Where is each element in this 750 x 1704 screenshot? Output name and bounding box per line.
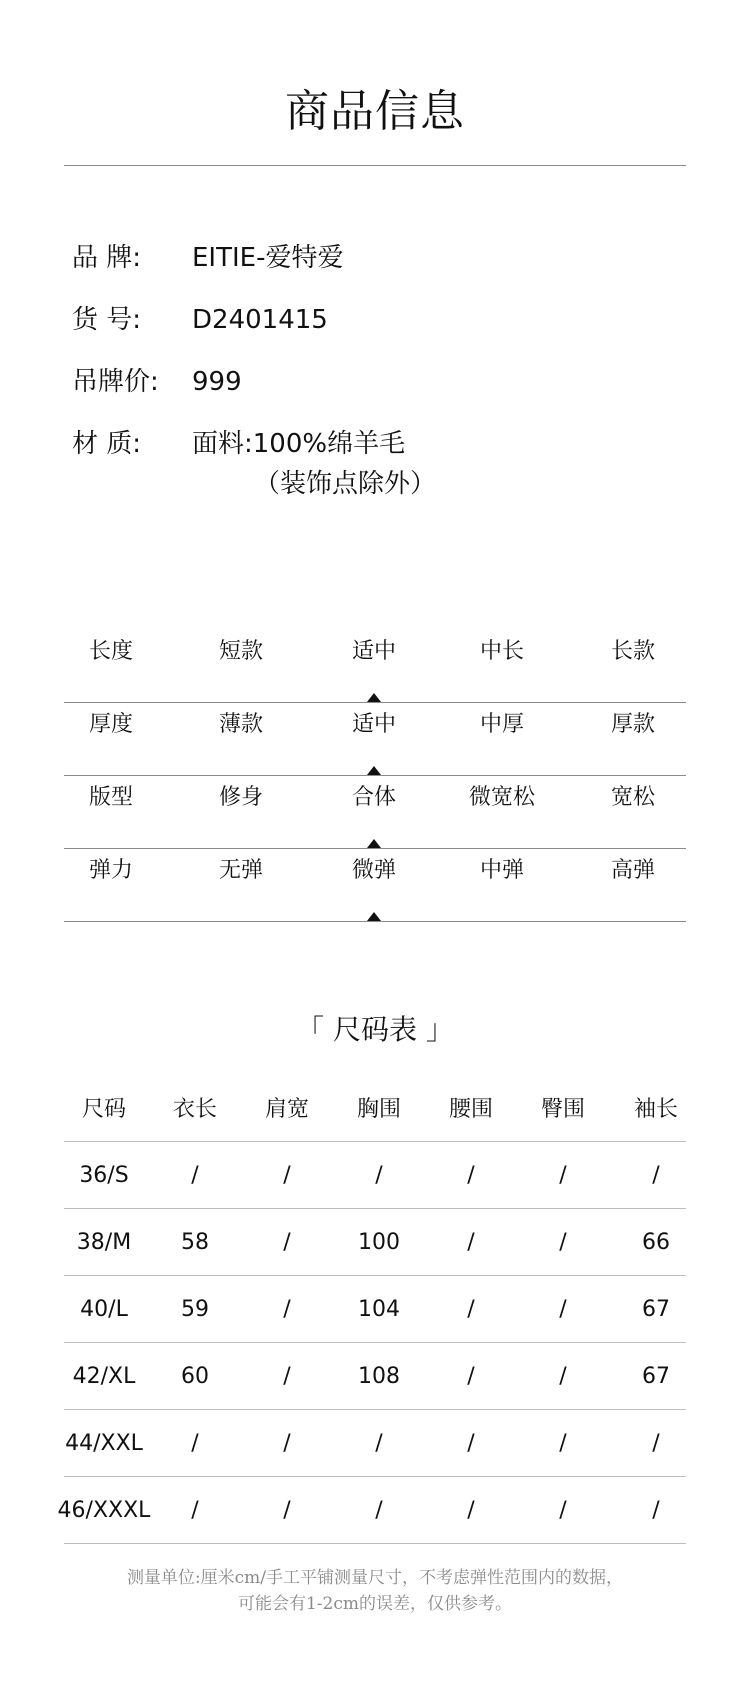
table-cell: / [559,1230,567,1255]
column-header: 肩宽 [264,1097,309,1122]
page-title: 商品信息 [285,86,465,137]
table-cell: / [467,1297,475,1322]
attribute-name: 版型 [88,785,133,810]
attribute-row [64,849,686,922]
item-number-value: D2401415 [192,305,328,335]
attribute-option: 适中 [351,712,396,737]
attribute-name: 厚度 [88,712,133,737]
attribute-row [64,630,686,703]
column-header: 袖长 [633,1097,678,1122]
table-row [64,1410,686,1477]
attribute-option: 微弹 [351,858,396,883]
size-table-header [64,1092,686,1142]
table-row [64,1343,686,1410]
table-cell: 42/XL [72,1364,136,1389]
item-number-label: 货 号: [72,305,142,335]
table-cell: / [467,1431,475,1456]
info-row-price [72,364,692,426]
column-header: 臀围 [540,1097,585,1122]
table-cell: / [467,1364,475,1389]
product-info-list [72,240,692,506]
table-cell: / [283,1297,291,1322]
measurement-note [0,1565,750,1617]
table-cell: 104 [358,1297,400,1322]
attribute-option: 适中 [351,639,396,664]
attribute-name: 弹力 [88,858,133,883]
column-header: 衣长 [172,1097,217,1122]
table-row [57,1477,686,1544]
table-cell: 58 [181,1230,209,1255]
attribute-option: 修身 [218,785,263,810]
attribute-option: 中弹 [479,858,524,883]
table-row [64,1142,686,1209]
attribute-table [64,630,686,922]
tag-price-label: 吊牌价: [72,367,159,397]
measurement-note-line-2: 可能会有1-2cm的误差，仅供参考。 [237,1594,513,1614]
table-cell: / [283,1163,291,1188]
table-cell: / [652,1431,660,1456]
size-table-heading: 「 尺码表 」 [296,1013,454,1046]
table-cell: 40/L [80,1297,128,1322]
attribute-option: 短款 [218,639,263,664]
table-cell: / [191,1431,199,1456]
brand-label: 品 牌: [72,243,142,273]
table-cell: / [191,1163,199,1188]
selected-marker-icon [367,693,381,702]
attribute-row [64,776,686,849]
table-cell: / [375,1431,383,1456]
table-cell: / [559,1431,567,1456]
attribute-option: 宽松 [610,785,655,810]
attribute-option: 高弹 [610,858,655,883]
brand-value: EITIE-爱特爱 [192,243,344,273]
size-table [57,1092,686,1544]
table-cell: 36/S [79,1163,129,1188]
table-cell: / [467,1498,475,1523]
table-row [64,1276,686,1343]
selected-marker-icon [367,912,381,921]
measurement-note-line-1: 测量单位:厘米cm/手工平铺测量尺寸，不考虑弹性范围内的数据， [126,1568,624,1588]
table-cell: 44/XXL [65,1431,143,1456]
attribute-option: 薄款 [218,712,263,737]
table-cell: 108 [358,1364,400,1389]
title-divider [64,165,686,166]
table-cell: / [283,1364,291,1389]
table-cell: / [559,1297,567,1322]
attribute-option: 中厚 [479,712,524,737]
table-cell: 46/XXXL [57,1498,151,1523]
table-cell: / [375,1498,383,1523]
table-cell: / [191,1498,199,1523]
column-header: 胸围 [356,1097,401,1122]
table-cell: 38/M [76,1230,132,1255]
table-cell: / [283,1431,291,1456]
attribute-row [64,703,686,776]
table-cell: / [467,1230,475,1255]
table-cell: / [559,1163,567,1188]
column-header: 腰围 [448,1097,493,1122]
attribute-option: 长款 [610,639,655,664]
table-cell: 67 [642,1297,670,1322]
table-cell: 59 [181,1297,209,1322]
table-cell: 100 [358,1230,400,1255]
table-cell: 67 [642,1364,670,1389]
table-cell: / [467,1163,475,1188]
table-cell: / [652,1498,660,1523]
table-cell: 60 [181,1364,209,1389]
attribute-option: 厚款 [610,712,655,737]
material-note: （装饰点除外） [254,469,437,499]
selected-marker-icon [367,766,381,775]
tag-price-value: 999 [192,367,242,397]
table-cell: / [652,1163,660,1188]
info-row-item-number [72,302,692,364]
info-row-brand [72,240,692,302]
table-cell: / [559,1364,567,1389]
selected-marker-icon [367,839,381,848]
info-row-material [72,426,692,506]
table-row [64,1209,686,1276]
attribute-option: 中长 [479,639,524,664]
table-cell: / [283,1230,291,1255]
column-header: 尺码 [81,1097,126,1122]
attribute-option: 微宽松 [468,785,535,810]
attribute-option: 无弹 [218,858,263,883]
table-cell: / [283,1498,291,1523]
table-cell: 66 [642,1230,670,1255]
attribute-name: 长度 [88,639,133,664]
material-label: 材 质: [72,429,142,459]
table-cell: / [559,1498,567,1523]
attribute-option: 合体 [351,785,396,810]
table-cell: / [375,1163,383,1188]
material-value: 面料:100%绵羊毛 [192,429,406,459]
